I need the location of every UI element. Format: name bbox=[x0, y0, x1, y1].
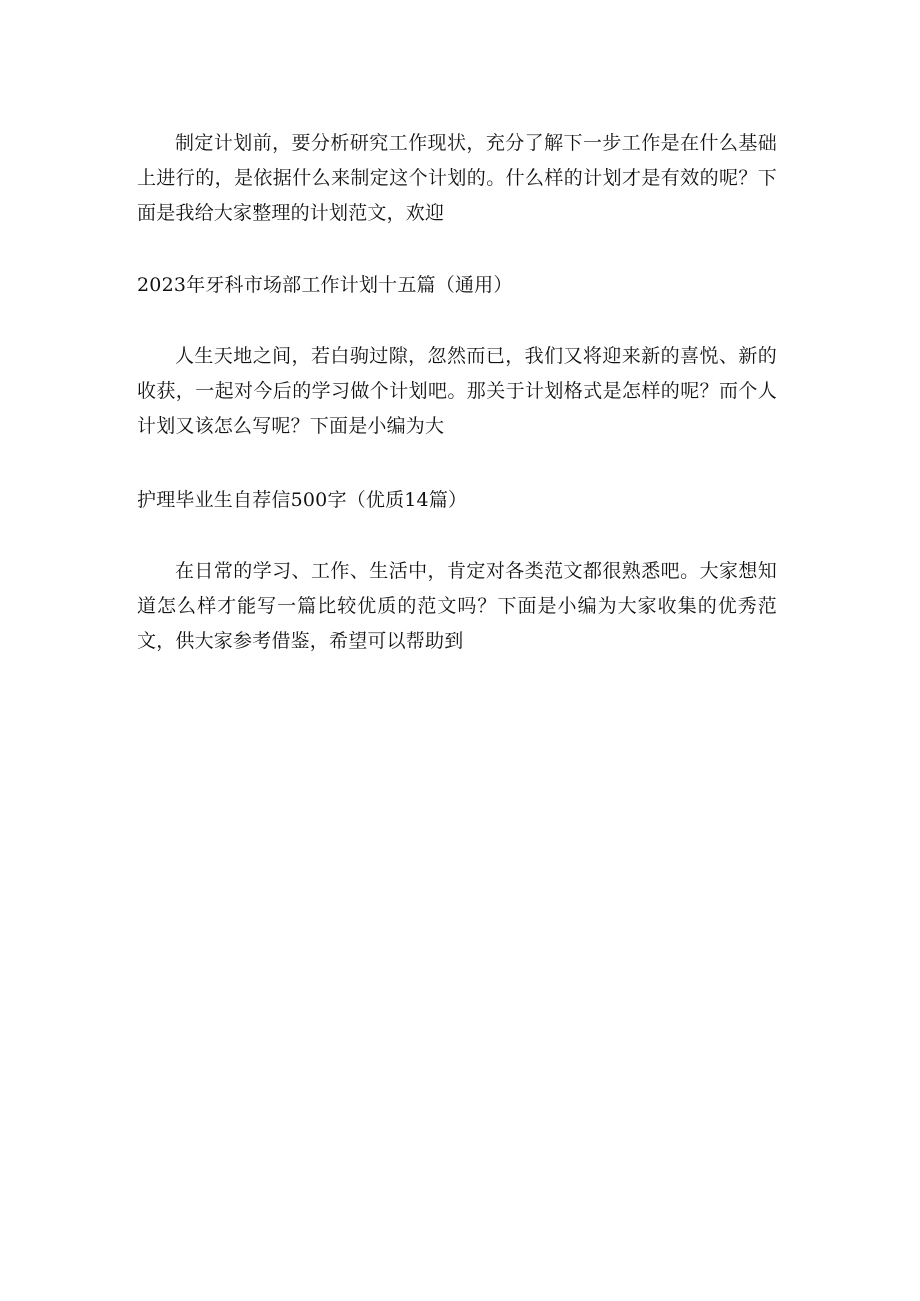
article-title-nursing-cover-letter[interactable]: 护理毕业生自荐信500字（优质14篇） bbox=[137, 489, 468, 511]
article-title-dental-marketing-plan[interactable]: 2023年牙科市场部工作计划十五篇（通用） bbox=[137, 274, 513, 296]
article-summary-dental-marketing-plan: 人生天地之间，若白驹过隙，忽然而已，我们又将迎来新的喜悦、新的收获，一起对今后的学习做个计划吧。那关于计划格式是怎样的呢？而个人计划又该怎么写呢？下面是小编为大 bbox=[137, 345, 777, 437]
article-summary-nursing-cover-letter: 在日常的学习、工作、生活中，肯定对各类范文都很熟悉吧。大家想知道怎么样才能写一篇比较优质的范文吗？下面是小编为大家收集的优秀范文，供大家参考借鉴，希望可以帮助到 bbox=[137, 560, 777, 652]
intro-paragraph: 制定计划前，要分析研究工作现状，充分了解下一步工作是在什么基础上进行的，是依据什么来制定这个计划的。什么样的计划才是有效的呢？下面是我给大家整理的计划范文，欢迎 bbox=[137, 132, 777, 224]
